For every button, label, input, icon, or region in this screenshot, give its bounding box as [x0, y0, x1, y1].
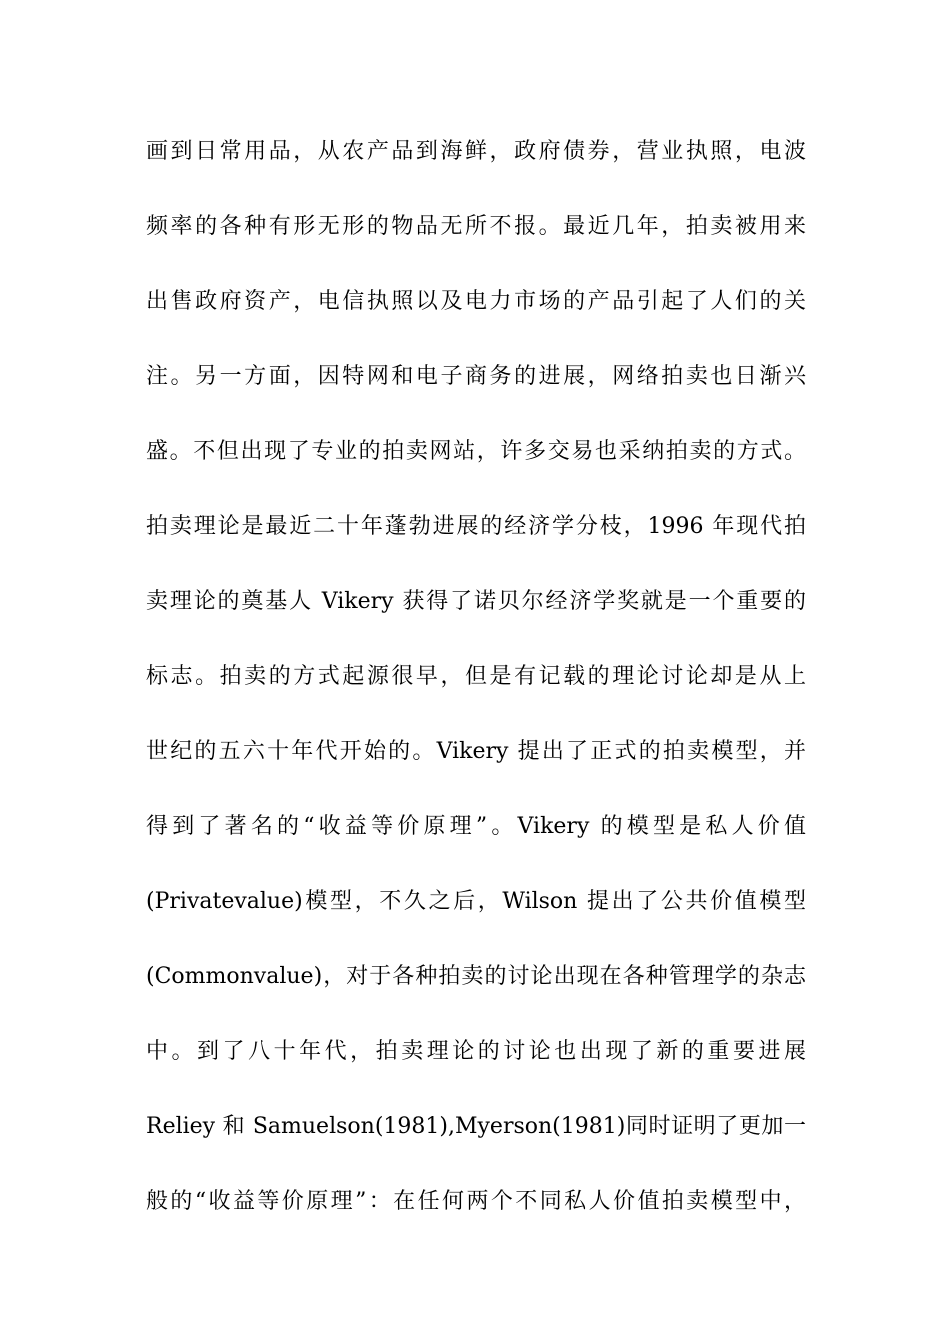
text-line: 世纪的五六十年代开始的。Vikery 提出了正式的拍卖模型，并 — [146, 739, 806, 764]
text-line: 注。另一方面，因特网和电子商务的进展，网络拍卖也日渐兴 — [146, 364, 806, 389]
text-line: 盛。不但出现了专业的拍卖网站，许多交易也采纳拍卖的方式。 — [146, 439, 806, 464]
text-line: (Commonvalue)，对于各种拍卖的讨论出现在各种管理学的杂志 — [146, 964, 806, 989]
text-line: 标志。拍卖的方式起源很早，但是有记载的理论讨论却是从上 — [146, 664, 806, 689]
text-line: 拍卖理论是最近二十年蓬勃进展的经济学分枝，1996 年现代拍 — [146, 514, 806, 539]
text-line: 中。到了八十年代，拍卖理论的讨论也出现了新的重要进展 — [146, 1039, 806, 1064]
text-line: 画到日常用品，从农产品到海鲜，政府债券，营业执照，电波 — [146, 139, 806, 164]
text-line: (Privatevalue)模型，不久之后，Wilson 提出了公共价值模型 — [146, 889, 806, 914]
text-line: 卖理论的奠基人 Vikery 获得了诺贝尔经济学奖就是一个重要的 — [146, 589, 806, 614]
text-line: Reliey 和 Samuelson(1981),Myerson(1981)同时证明了更加一 — [146, 1114, 806, 1139]
body-text — [146, 130, 806, 1255]
text-line: 般的“收益等价原理”：在任何两个不同私人价值拍卖模型中， — [146, 1189, 806, 1214]
text-line: 得到了著名的“收益等价原理”。Vikery 的模型是私人价值 — [146, 814, 806, 839]
text-line: 频率的各种有形无形的物品无所不报。最近几年，拍卖被用来 — [146, 214, 806, 239]
text-line: 出售政府资产，电信执照以及电力市场的产品引起了人们的关 — [146, 289, 806, 314]
